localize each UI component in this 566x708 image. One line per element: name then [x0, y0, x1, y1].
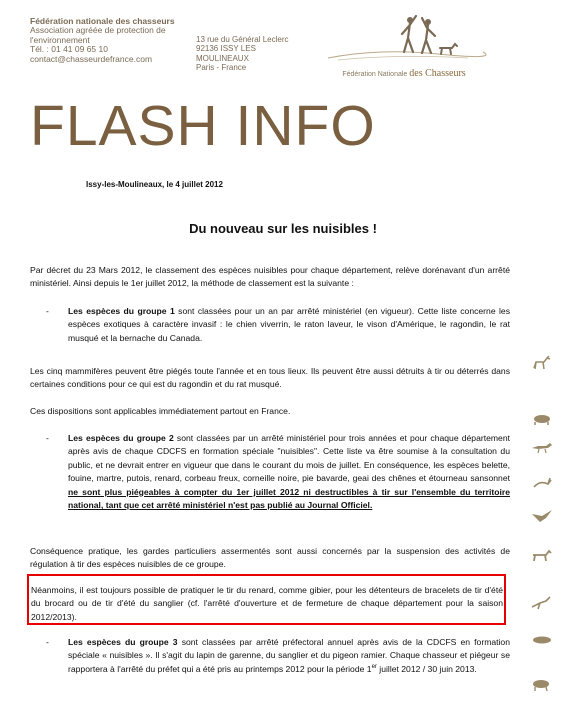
- address-line-3: Paris - France: [196, 63, 247, 73]
- consequence-paragraph: Conséquence pratique, les gardes particuliers assermentés sont aussi concernés par la suspension des activités de régulation à tir des espèces nuisibles de ce groupe.: [30, 546, 510, 570]
- address-line-2: 92136 ISSY LES MOULINEAUX: [196, 44, 256, 63]
- group2-underlined: ne sont plus piégeables à compter du 1er juillet 2012 ni destructibles à tir sur l'ensemble du territoire national, tant que cet arrêté ministériel n'est pas publié au Journal Officiel.: [68, 486, 510, 511]
- boar-small-icon: [530, 631, 554, 649]
- fnc-logo: [318, 8, 488, 82]
- group3-body: sont classées par arrêté préfectoral annuel après avis de la CDCFS en formation spéciale « nuisibles ». Il s'agit du lapin de garenne, du sanglier et du pigeon ramier. Chaque chasseur et piégeur se rapportera à l'arrêté du préfet qui a été pris au printemps 2012 pour la période 1: [68, 637, 510, 674]
- mammals-paragraph: Les cinq mammifères peuvent être piégés toute l'année et en tous lieux. Ils peuvent être aussi détruits à tir ou déterrés dans certaines conditions pour ce qui est du ragondin et du rat musqué.: [30, 366, 510, 390]
- group3-bullet: [46, 636, 510, 676]
- org-description: Association agréée de protection de l'environnement: [30, 25, 166, 45]
- dispositions-paragraph: Ces dispositions sont applicables immédiatement partout en France.: [30, 406, 291, 416]
- bird-icon: [530, 506, 554, 524]
- hare-icon: [530, 474, 554, 492]
- org-address-block: [196, 35, 306, 73]
- boar-walking-icon: [530, 676, 554, 694]
- article-heading: Du nouveau sur les nuisibles !: [189, 221, 377, 236]
- org-email: contact@chasseurdefrance.com: [30, 53, 153, 64]
- group3-end: juillet 2012 / 30 juin 2013.: [376, 663, 477, 674]
- dateline: Issy-les-Moulineaux, le 4 juillet 2012: [86, 180, 223, 189]
- dog-icon: [530, 546, 554, 564]
- logo-caption-small: Fédération Nationale: [342, 71, 408, 78]
- address-line-1: 13 rue du Général Leclerc: [196, 35, 289, 44]
- pheasant-icon: [530, 593, 554, 611]
- group3-bold: Les espèces du groupe 3: [68, 637, 178, 647]
- group2-text: [68, 432, 510, 512]
- page-title: FLASH INFO: [30, 94, 376, 158]
- org-name: Fédération nationale des chasseurs: [30, 16, 175, 26]
- group2-body: sont classées par un arrêté ministériel pour trois années et pour chaque département après avis de chaque CDCFS en formation spéciale "nuisibles". Cette liste va être soumise à la consultation du public, et ne devrait entrer en vigueur que dans le courant du mois de juillet. En conséquence, les espèces belette, fouine, martre, putois, renard, corbeau freux, corneille noire, pie bavarde, geai des chênes et étourneau sansonnet: [68, 433, 510, 484]
- fox-icon: [530, 438, 554, 456]
- bullet-dash: -: [46, 306, 49, 316]
- highlight-paragraph: Néanmoins, il est toujours possible de pratiquer le tir du renard, comme gibier, pour les détenteurs de bracelets de tir d'été du brocard ou de tir d'été du sanglier (cf. l'arrêté d'ouverture et de fermeture de chaque département pour la saison 2012/2013).: [31, 585, 503, 622]
- group3-sup: er: [371, 663, 377, 670]
- intro-paragraph: Par décret du 23 Mars 2012, le classement des espèces nuisibles pour chaque département, relève dorénavant d'un arrêté ministériel. Ainsi depuis le 1er juillet 2012, la méthode de classement est la suivante :: [30, 265, 510, 289]
- bullet-dash: -: [46, 637, 49, 647]
- group2-bullet: [46, 432, 510, 512]
- boar-icon: [530, 409, 554, 427]
- org-contact-block: [30, 17, 195, 64]
- group1-text: [68, 305, 510, 345]
- group1-bullet: [46, 305, 510, 345]
- group1-body: sont classées pour un an par arrêté ministériel (en vigueur). Cette liste concerne les espèces exotiques à caractère invasif : le chien viverrin, le raton laveur, le vison d'Amérique, le ragondin, le rat musqué et la bernache du Canada.: [68, 306, 510, 343]
- group2-bold: Les espèces du groupe 2: [68, 433, 174, 443]
- logo-caption-big: des Chasseurs: [409, 68, 466, 79]
- group3-text: [68, 636, 510, 676]
- org-phone: Tél. : 01 41 09 65 10: [30, 44, 108, 55]
- bullet-dash: -: [46, 433, 49, 443]
- logo-caption: [320, 68, 488, 79]
- hunters-silhouette-icon: [318, 8, 488, 68]
- group1-bold: Les espèces du groupe 1: [68, 306, 175, 316]
- deer-icon: [530, 354, 554, 372]
